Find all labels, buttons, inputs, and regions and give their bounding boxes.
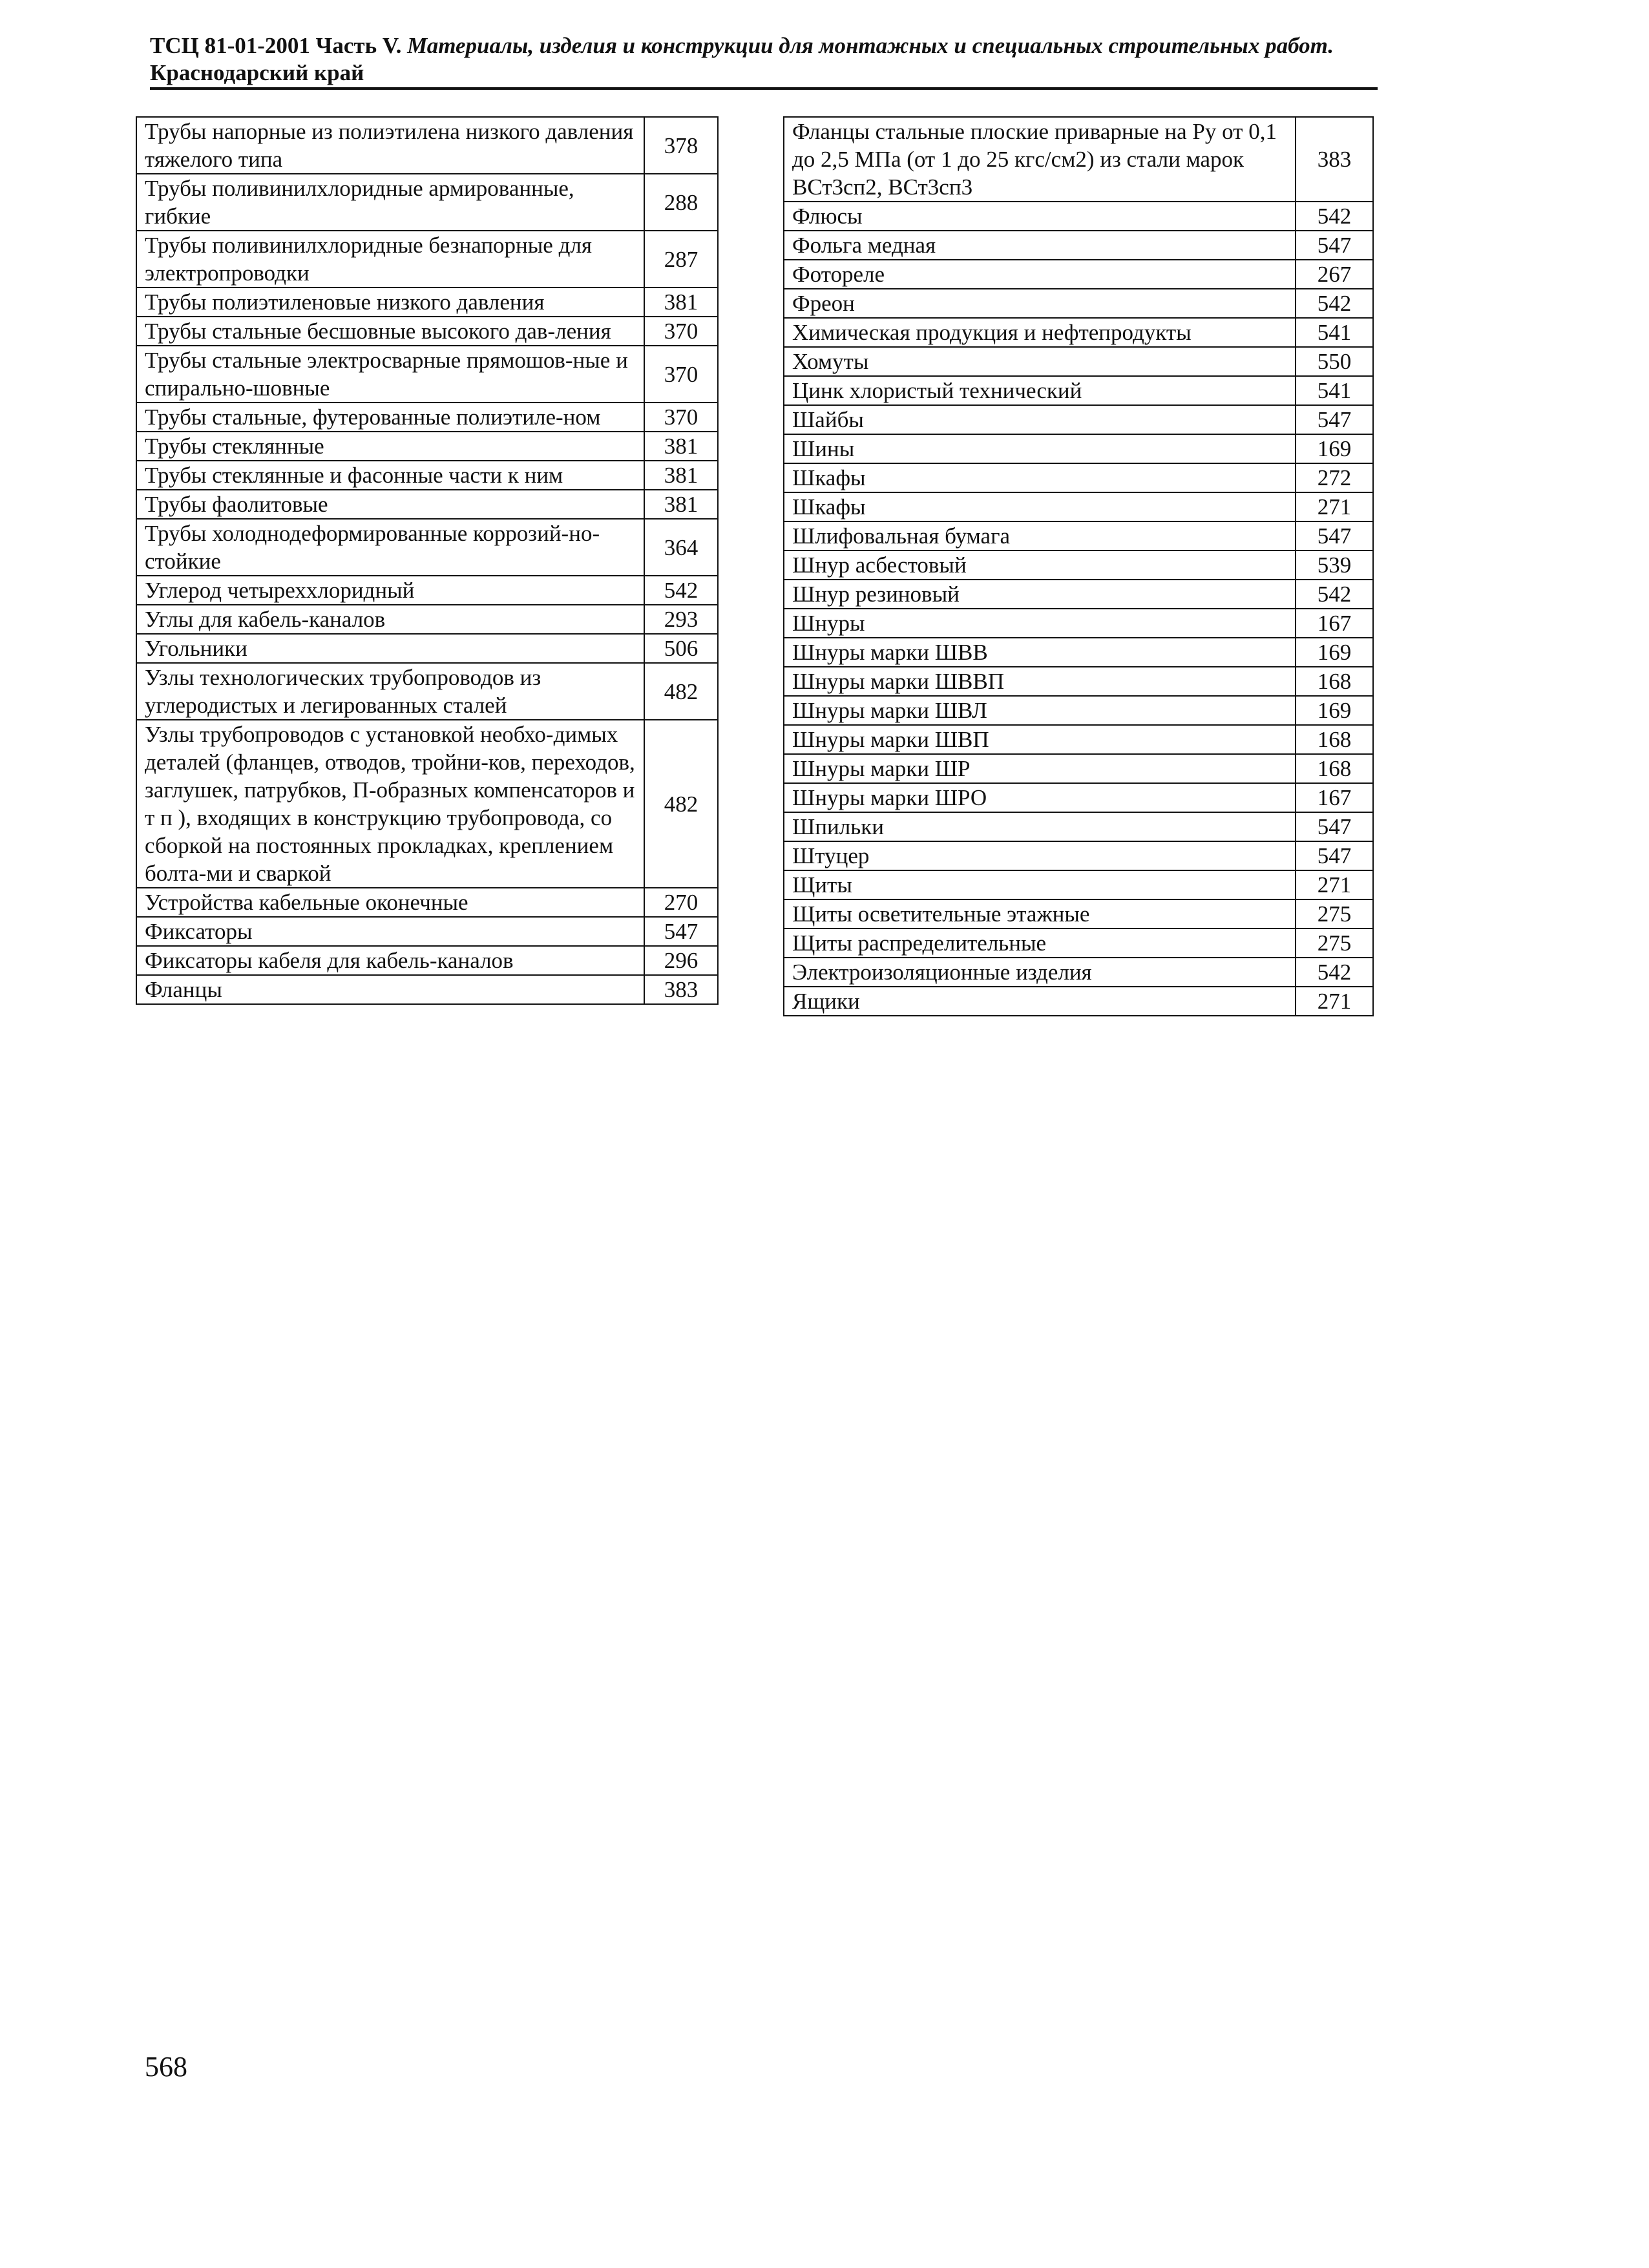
- item-page: 168: [1296, 754, 1373, 783]
- item-page: 169: [1296, 696, 1373, 725]
- header-code: ТСЦ 81-01-2001 Часть V.: [150, 33, 402, 58]
- table-row: [784, 318, 1373, 347]
- item-page: 547: [1296, 812, 1373, 841]
- item-name: Трубы стеклянные: [136, 432, 644, 461]
- item-page: 482: [644, 720, 718, 888]
- table-row: [784, 580, 1373, 609]
- table-row: [136, 346, 718, 403]
- table-row: [136, 946, 718, 975]
- item-page: 296: [644, 946, 718, 975]
- item-name: Шлифовальная бумага: [784, 521, 1296, 551]
- item-name: Фреон: [784, 289, 1296, 318]
- item-page: 542: [1296, 289, 1373, 318]
- item-name: Шнуры марки ШВВП: [784, 667, 1296, 696]
- table-row: [784, 202, 1373, 231]
- item-name: Фольга медная: [784, 231, 1296, 260]
- item-name: Шнур резиновый: [784, 580, 1296, 609]
- item-page: 506: [644, 634, 718, 663]
- page-number: 568: [145, 2051, 187, 2083]
- table-row: [784, 841, 1373, 870]
- item-page: 275: [1296, 899, 1373, 929]
- item-page: 542: [1296, 580, 1373, 609]
- table-row: [136, 490, 718, 519]
- table-row: [784, 231, 1373, 260]
- item-page: 270: [644, 888, 718, 917]
- table-row: [136, 605, 718, 634]
- table-row: [784, 899, 1373, 929]
- table-row: [136, 117, 718, 174]
- item-page: 169: [1296, 638, 1373, 667]
- item-name: Химическая продукция и нефтепродукты: [784, 318, 1296, 347]
- table-row: [784, 870, 1373, 899]
- item-page: 547: [644, 917, 718, 946]
- item-name: Трубы поливинилхлоридные безнапорные для электропроводки: [136, 231, 644, 288]
- item-name: Шнуры марки ШРО: [784, 783, 1296, 812]
- item-name: Шнуры марки ШВВ: [784, 638, 1296, 667]
- table-row: [784, 783, 1373, 812]
- item-page: 482: [644, 663, 718, 720]
- table-row: [784, 463, 1373, 492]
- item-name: Шайбы: [784, 405, 1296, 434]
- item-name: Шнуры марки ШВП: [784, 725, 1296, 754]
- item-page: 542: [1296, 958, 1373, 987]
- item-name: Трубы стеклянные и фасонные части к ним: [136, 461, 644, 490]
- item-name: Шнуры марки ШР: [784, 754, 1296, 783]
- item-page: 169: [1296, 434, 1373, 463]
- table-row: [136, 288, 718, 317]
- item-page: 271: [1296, 492, 1373, 521]
- table-row: [784, 492, 1373, 521]
- table-row: [784, 405, 1373, 434]
- item-page: 547: [1296, 405, 1373, 434]
- table-row: [136, 917, 718, 946]
- item-name: Шкафы: [784, 492, 1296, 521]
- table-row: [784, 289, 1373, 318]
- item-page: 364: [644, 519, 718, 576]
- index-table-left: [136, 116, 719, 1005]
- table-row: [784, 521, 1373, 551]
- header-region: Краснодарский край: [150, 60, 364, 85]
- item-name: Узлы технологических трубопроводов из углеродистых и легированных сталей: [136, 663, 644, 720]
- item-name: Фланцы стальные плоские приварные на Ру от 0,1 до 2,5 МПа (от 1 до 25 кгс/см2) из стали марок ВСт3сп2, ВСт3сп3: [784, 117, 1296, 202]
- item-page: 541: [1296, 318, 1373, 347]
- item-page: 547: [1296, 841, 1373, 870]
- item-name: Фотореле: [784, 260, 1296, 289]
- table-row: [136, 519, 718, 576]
- item-name: Трубы напорные из полиэтилена низкого давления тяжелого типа: [136, 117, 644, 174]
- item-page: 167: [1296, 783, 1373, 812]
- item-name: Ящики: [784, 987, 1296, 1016]
- item-page: 542: [1296, 202, 1373, 231]
- table-row: [784, 347, 1373, 376]
- table-row: [784, 725, 1373, 754]
- item-page: 271: [1296, 870, 1373, 899]
- item-name: Штуцер: [784, 841, 1296, 870]
- table-row: [784, 696, 1373, 725]
- item-name: Хомуты: [784, 347, 1296, 376]
- table-row: [136, 403, 718, 432]
- table-row: [784, 812, 1373, 841]
- table-row: [784, 117, 1373, 202]
- item-page: 539: [1296, 551, 1373, 580]
- item-name: Флюсы: [784, 202, 1296, 231]
- item-page: 288: [644, 174, 718, 231]
- table-row: [136, 174, 718, 231]
- table-row: [136, 888, 718, 917]
- item-page: 378: [644, 117, 718, 174]
- header-title: Материалы, изделия и конструкции для монтажных и специальных строительных работ.: [407, 33, 1334, 58]
- index-table-right: [783, 116, 1374, 1016]
- item-page: 383: [644, 975, 718, 1004]
- table-row: [784, 609, 1373, 638]
- page-header: [150, 32, 1378, 87]
- item-name: Трубы стальные, футерованные полиэтиле-ном: [136, 403, 644, 432]
- item-page: 275: [1296, 929, 1373, 958]
- item-page: 542: [644, 576, 718, 605]
- item-page: 381: [644, 288, 718, 317]
- item-name: Углы для кабель-каналов: [136, 605, 644, 634]
- table-row: [136, 634, 718, 663]
- table-row: [136, 461, 718, 490]
- item-name: Шпильки: [784, 812, 1296, 841]
- item-page: 547: [1296, 521, 1373, 551]
- table-row: [784, 667, 1373, 696]
- item-page: 541: [1296, 376, 1373, 405]
- item-page: 547: [1296, 231, 1373, 260]
- item-name: Устройства кабельные оконечные: [136, 888, 644, 917]
- item-page: 381: [644, 490, 718, 519]
- item-page: 383: [1296, 117, 1373, 202]
- item-page: 381: [644, 461, 718, 490]
- item-name: Узлы трубопроводов с установкой необхо-димых деталей (фланцев, отводов, тройни-ков, переходов, заглушек, патрубков, П-образных компенсаторов и т п ), входящих в конструкцию трубопровода, со сборкой на постоянных прокладках, креплением болта-ми и сваркой: [136, 720, 644, 888]
- table-row: [136, 663, 718, 720]
- table-row: [784, 638, 1373, 667]
- item-page: 381: [644, 432, 718, 461]
- table-row: [784, 754, 1373, 783]
- table-row: [784, 434, 1373, 463]
- item-page: 267: [1296, 260, 1373, 289]
- header-divider: [150, 87, 1378, 90]
- table-row: [784, 987, 1373, 1016]
- item-name: Электроизоляционные изделия: [784, 958, 1296, 987]
- table-row: [136, 975, 718, 1004]
- table-row: [784, 929, 1373, 958]
- item-name: Трубы полиэтиленовые низкого давления: [136, 288, 644, 317]
- table-row: [784, 551, 1373, 580]
- header-title-line: [150, 32, 1378, 59]
- table-row: [784, 260, 1373, 289]
- item-name: Шнуры: [784, 609, 1296, 638]
- table-row: [784, 958, 1373, 987]
- item-name: Трубы стальные электросварные прямошов-ные и спирально-шовные: [136, 346, 644, 403]
- table-row: [136, 720, 718, 888]
- item-name: Щиты осветительные этажные: [784, 899, 1296, 929]
- item-name: Шнур асбестовый: [784, 551, 1296, 580]
- item-name: Фланцы: [136, 975, 644, 1004]
- item-page: 370: [644, 403, 718, 432]
- item-name: Шкафы: [784, 463, 1296, 492]
- table-row: [136, 317, 718, 346]
- table-row: [136, 231, 718, 288]
- table-row: [136, 576, 718, 605]
- item-name: Трубы холоднодеформированные коррозий-но-стойкие: [136, 519, 644, 576]
- table-row: [136, 432, 718, 461]
- item-page: 370: [644, 346, 718, 403]
- item-name: Фиксаторы: [136, 917, 644, 946]
- item-name: Угольники: [136, 634, 644, 663]
- item-page: 293: [644, 605, 718, 634]
- item-name: Фиксаторы кабеля для кабель-каналов: [136, 946, 644, 975]
- item-page: 168: [1296, 667, 1373, 696]
- item-name: Шнуры марки ШВЛ: [784, 696, 1296, 725]
- item-page: 168: [1296, 725, 1373, 754]
- item-page: 272: [1296, 463, 1373, 492]
- item-name: Трубы стальные бесшовные высокого дав-ления: [136, 317, 644, 346]
- item-name: Шины: [784, 434, 1296, 463]
- item-name: Щиты: [784, 870, 1296, 899]
- item-name: Щиты распределительные: [784, 929, 1296, 958]
- item-page: 271: [1296, 987, 1373, 1016]
- table-row: [784, 376, 1373, 405]
- item-name: Углерод четыреххлоридный: [136, 576, 644, 605]
- item-name: Трубы фаолитовые: [136, 490, 644, 519]
- item-page: 550: [1296, 347, 1373, 376]
- item-name: Цинк хлористый технический: [784, 376, 1296, 405]
- item-page: 167: [1296, 609, 1373, 638]
- item-name: Трубы поливинилхлоридные армированные, гибкие: [136, 174, 644, 231]
- item-page: 370: [644, 317, 718, 346]
- item-page: 287: [644, 231, 718, 288]
